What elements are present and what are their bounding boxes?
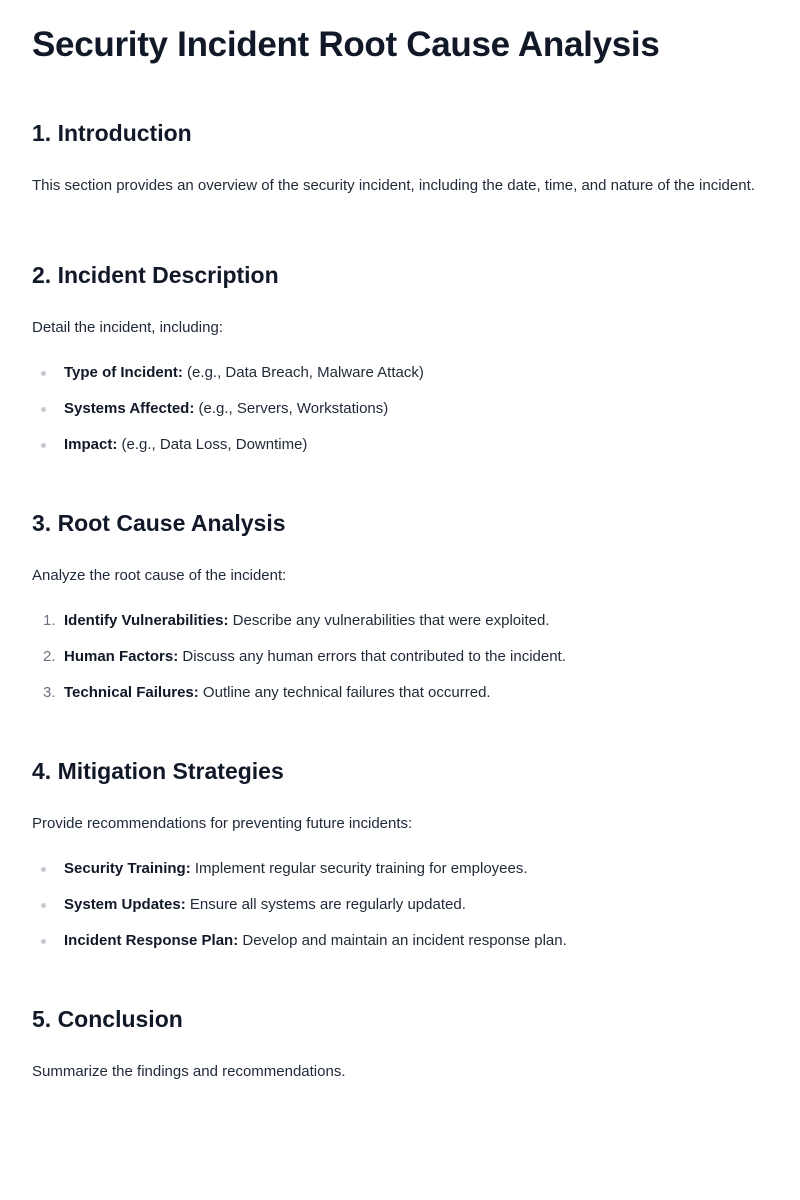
bullet-list (32, 858, 768, 952)
list-item-label: Human Factors: (64, 648, 179, 665)
list-item-label: Systems Affected: (64, 400, 195, 417)
bullet-list (32, 362, 768, 456)
bullet-icon (41, 903, 46, 908)
document-title: Security Incident Root Cause Analysis (32, 25, 660, 64)
list-item (64, 894, 768, 916)
list-item (43, 646, 768, 668)
list-item-text: Implement regular security training for employees. (190, 860, 528, 877)
list-item-text: Discuss any human errors that contributed to the incident. (178, 648, 566, 665)
list-item-text: Describe any vulnerabilities that were exploited. (228, 612, 550, 629)
section-introduction (32, 118, 768, 200)
section-heading: 4. Mitigation Strategies (32, 758, 284, 784)
bullet-icon (41, 939, 46, 944)
section-mitigation-strategies (32, 756, 768, 952)
list-item-label: Incident Response Plan: (64, 932, 239, 949)
list-item-label: Impact: (64, 436, 118, 453)
section-body: This section provides an overview of the security incident, including the date, time, and nature of the incident. (32, 177, 755, 194)
list-item-label: Security Training: (64, 860, 191, 877)
list-item-label: Type of Incident: (64, 364, 183, 381)
section-root-cause-analysis (32, 508, 768, 704)
list-number: 1. (43, 612, 56, 629)
list-item (64, 362, 768, 384)
section-heading: 5. Conclusion (32, 1006, 183, 1032)
list-item (64, 930, 768, 952)
list-number: 2. (43, 648, 56, 665)
list-item-text: (e.g., Servers, Workstations) (194, 400, 389, 417)
section-body: Summarize the findings and recommendations. (32, 1063, 346, 1080)
list-item-label: Technical Failures: (64, 684, 199, 701)
section-incident-description (32, 260, 768, 456)
section-body: Provide recommendations for preventing future incidents: (32, 815, 413, 832)
bullet-icon (41, 443, 46, 448)
section-heading: 3. Root Cause Analysis (32, 510, 286, 536)
numbered-list (32, 610, 768, 704)
list-item (43, 610, 768, 632)
section-body: Detail the incident, including: (32, 319, 223, 336)
list-item (64, 434, 768, 456)
list-item-text: Develop and maintain an incident response plan. (238, 932, 567, 949)
list-item-label: Identify Vulnerabilities: (64, 612, 229, 629)
bullet-icon (41, 407, 46, 412)
list-number: 3. (43, 684, 56, 701)
list-item-text: (e.g., Data Breach, Malware Attack) (182, 364, 424, 381)
list-item (43, 682, 768, 704)
list-item-label: System Updates: (64, 896, 186, 913)
list-item-text: (e.g., Data Loss, Downtime) (117, 436, 308, 453)
section-heading: 2. Incident Description (32, 262, 279, 288)
list-item (64, 398, 768, 420)
bullet-icon (41, 867, 46, 872)
list-item (64, 858, 768, 880)
bullet-icon (41, 371, 46, 376)
list-item-text: Outline any technical failures that occurred. (198, 684, 491, 701)
list-item-text: Ensure all systems are regularly updated. (185, 896, 466, 913)
section-heading: 1. Introduction (32, 120, 192, 146)
section-body: Analyze the root cause of the incident: (32, 567, 287, 584)
section-conclusion (32, 1004, 768, 1086)
